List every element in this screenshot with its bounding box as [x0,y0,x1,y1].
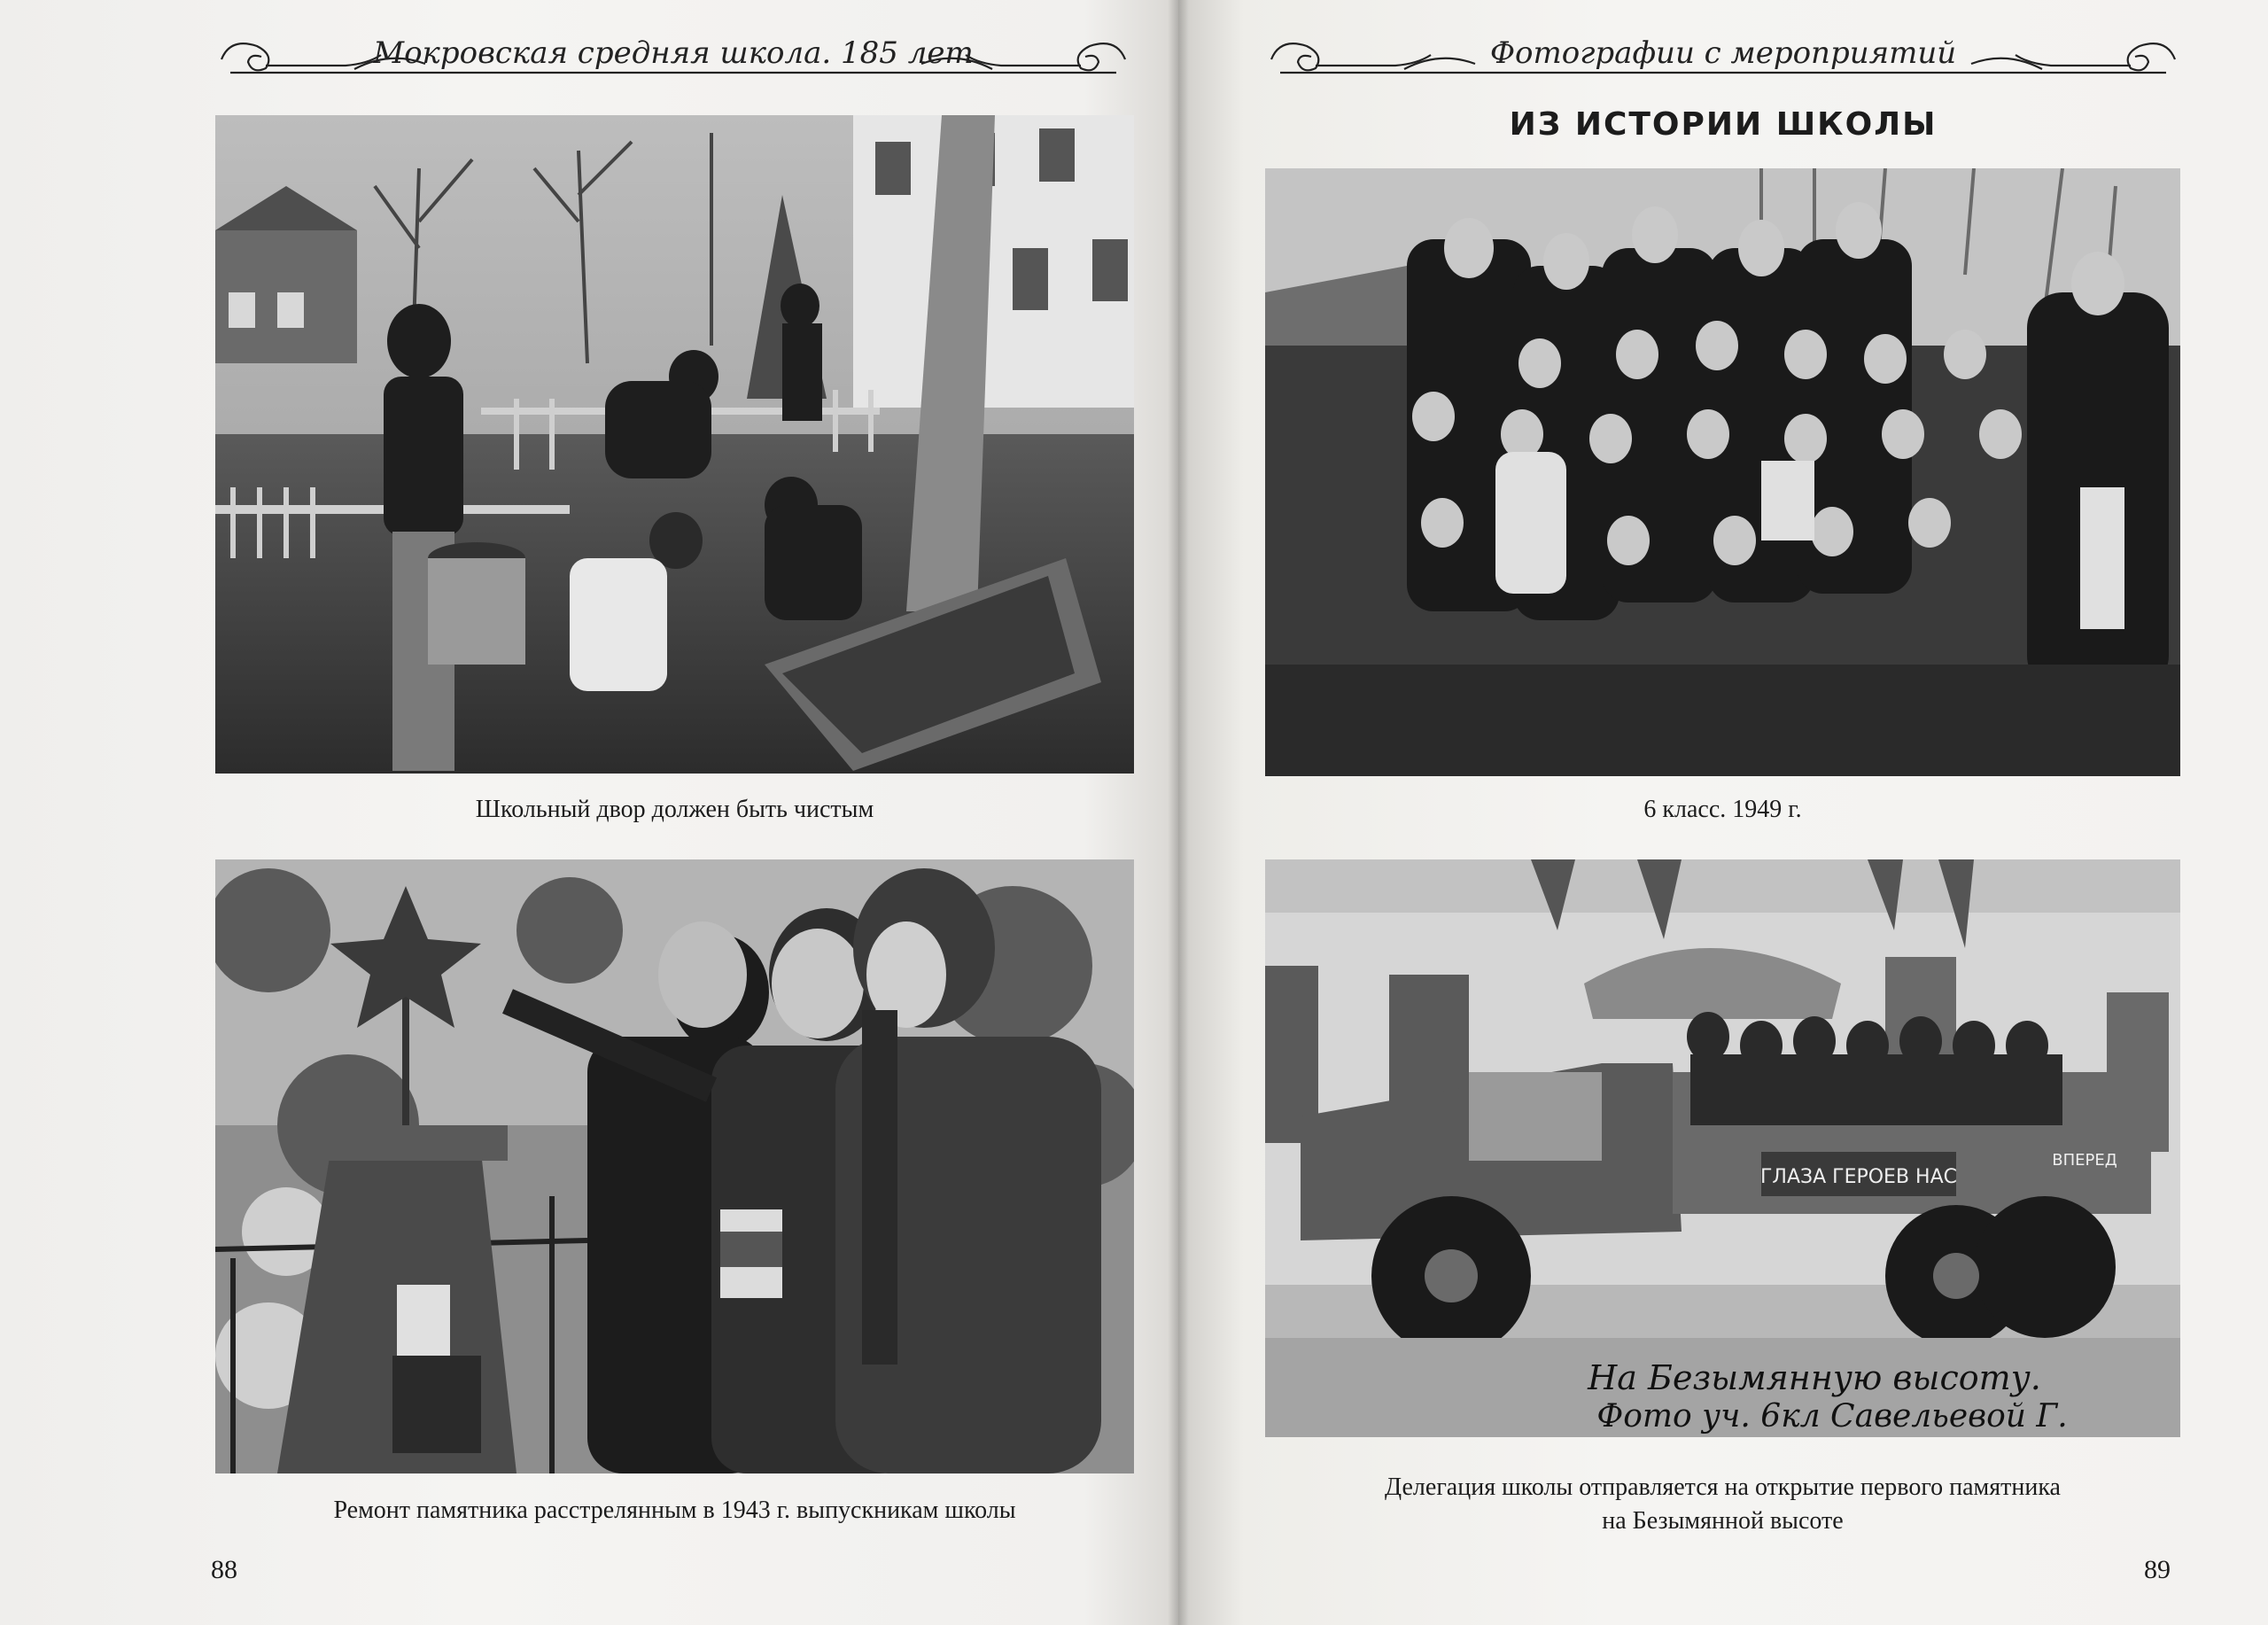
photo-caption: Ремонт памятника расстрелянным в 1943 г. выпускникам школы [333,1497,1016,1524]
caption-line: на Безымянной высоте [1602,1507,1844,1535]
photo-caption: 6 класс. 1949 г. [1643,796,1802,823]
right-running-header [1262,19,2184,82]
truck-banner-text: ГЛАЗА ГЕРОЕВ НАС [1760,1166,1957,1188]
photo-class-1949 [1265,168,2180,776]
photo-schoolyard-cleanup [215,115,1134,774]
section-title: ИЗ ИСТОРИИ ШКОЛЫ [1509,106,1938,143]
photo-handwritten-line: На Безымянную высоту. [1588,1358,2041,1397]
running-title: Мокровская средняя школа. 185 лет [373,35,974,71]
photo-monument-repair [215,859,1134,1473]
truck-banner-end-text: ВПЕРЕД [2052,1151,2117,1170]
caption-line: Делегация школы отправляется на открытие первого памятника [1385,1473,2061,1501]
page-number: 88 [211,1555,237,1584]
photo-caption-multiline [1265,1471,2180,1538]
left-running-header [213,19,1134,82]
photo-handwritten-line: Фото уч. 6кл Савельевой Г. [1596,1398,2068,1435]
running-title: Фотографии с мероприятий [1489,35,1957,71]
photo-caption: Школьный двор должен быть чистым [475,796,874,823]
book-gutter [1168,0,1189,1625]
page-number: 89 [2144,1555,2171,1584]
photo-delegation-truck [1265,859,2180,1437]
